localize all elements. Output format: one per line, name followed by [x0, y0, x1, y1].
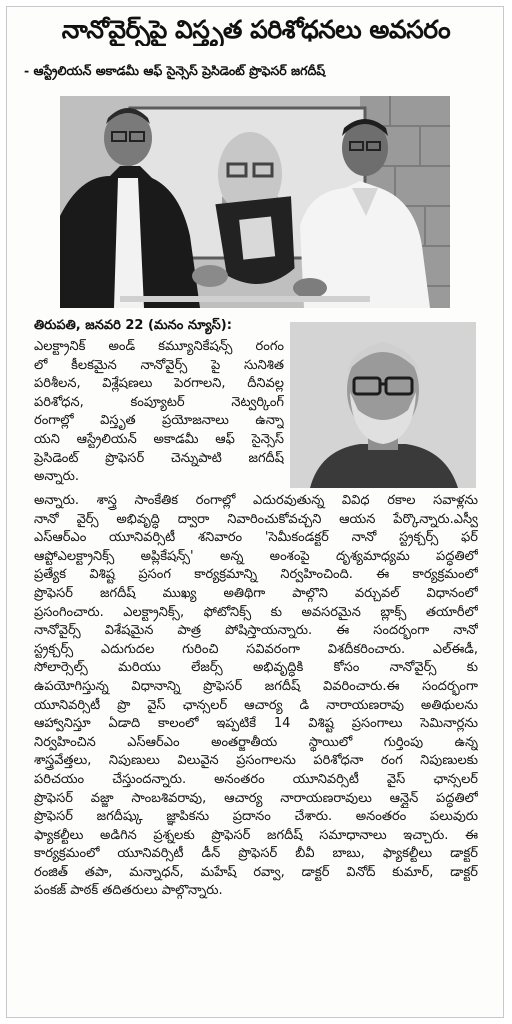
body-line: ప్రొఫెసర్ వజ్జా సాంబశివరావు, ఆచార్య నారాయణరావులు ఆన్లైన్ పద్ధతిలో: [34, 790, 478, 806]
body-line: రంజిత్ తపా, మన్నాధన్, మహేష్ రవ్వా, డాక్టర్ వినోద్ కుమార్, డాక్టర్: [34, 864, 478, 880]
portrait-image: [290, 322, 476, 488]
body-line: అన్నారు. శాస్త్ర సాంకేతిక రంగాల్లో ఎదురవుతున్న వివిధ రకాల సవాళ్లను: [34, 493, 478, 508]
body-line: ఉపయోగిస్తున్న విధానాన్ని ప్రొఫెసర్ జగదీష్ వివరించారు.ఈ సందర్భంగా: [34, 678, 478, 694]
body-line: ఫ్యాకల్టీలు అడిగిన ప్రశ్నలకు ప్రొఫెసర్ జగదీష్ సమాధానాలు ఇచ్చారు. ఈ: [34, 827, 478, 843]
article-body-narrow: [34, 338, 284, 488]
body-line: పంకజ్ పాఠక్ తదితరులు పాల్గొన్నారు.: [34, 883, 223, 899]
main-photo: [60, 96, 450, 308]
body-line: సోలార్సెల్స్ మరియు లేజర్స్ అభివృద్ధికి కోసం నానోవైర్స్ కు: [34, 660, 478, 676]
body-line: ఎలక్ట్రానిక్ అండ్ కమ్యూనికేషన్స్ రంగం: [34, 339, 284, 354]
body-line: రంగాల్లో విస్తృత ప్రయోజనాలు ఉన్నా: [34, 413, 284, 429]
body-line: ప్రెసిడెంట్ ప్రొఫెసర్ చెన్నుపాటి జగదీష్: [34, 450, 284, 466]
body-line: లో కీలకమైన నానోవైర్స్ పై సునిశిత: [34, 357, 284, 373]
headline: నానోవైర్స్‌పై విస్తృత పరిశోధనలు అవసరం: [61, 15, 451, 44]
body-line: ఆహ్వానిస్తూ ఏడాది కాలంలో ఇప్పటికే 14 విశిష్ట ప్రసంగాలు సెమినార్లను: [34, 716, 478, 732]
body-line: ప్రొఫెసర్ జగదీష్కు జ్ఞాపికను ప్రదానం చేశారు. అనంతరం పలువురు: [34, 809, 478, 825]
body-line: కార్యక్రమంలో యూనివర్సిటీ డీన్ ప్రొఫెసర్ బీవీ బాబు, ఫ్యాకల్టీలు డాక్టర్: [34, 846, 478, 862]
body-line: నానో వైర్స్ అభివృద్ధి ద్వారా నివారించుకోవచ్చని ఆయన పేర్కొన్నారు.ఎస్వీ: [34, 511, 478, 527]
body-line: యూనివర్సిటీ ప్రొ వైస్ ఛాన్సలర్ ఆచార్య డి నారాయణరావు అతిథులను: [34, 697, 478, 713]
article-body-wide: [34, 492, 478, 1006]
body-line: ప్రొఫెసర్ జగదీష్ ముఖ్య అతిథిగా పాల్గొని వర్చువల్ విధానంలో: [34, 585, 478, 601]
body-line: ఆప్టోఎలక్ట్రానిక్స్ అప్లికేషన్స్' అన్న అంశంపై దృశ్యమాధ్యమ పద్ధతిలో: [34, 548, 478, 564]
body-line: యని ఆస్ట్రేలియన్ అకాడమీ ఆఫ్ సైన్సెస్: [34, 431, 284, 447]
body-line: ప్రత్యేక విశిష్ట ప్రసంగ కార్యక్రమాన్ని నిర్వహించింది. ఈ కార్యక్రమంలో: [34, 567, 478, 583]
portrait-photo: [290, 322, 476, 488]
body-line: పరిశోధన, కంప్యూటర్ నెట్వర్కింగ్: [34, 394, 284, 410]
body-line: శాస్త్రవేత్తలు, నిపుణులు విలువైన ప్రసంగాలను పరిశోధనా రంగ నిపుణులకు: [34, 753, 478, 769]
body-line: ప్రసంగించారు. ఎలక్ట్రానిక్స్, ఫోటోనిక్స్ కు అవసరమైన బ్లాక్స్ తయారీలో: [34, 604, 478, 620]
body-line: స్ట్రక్చర్స్ ఎదుగుదల గురించి సవివరంగా విశదీకరించారు. ఎల్ఈడీ,: [34, 641, 478, 657]
dateline: తిరుపతి, జనవరి 22 (మనం న్యూస్):: [34, 318, 232, 333]
main-photo-image: [60, 96, 450, 308]
body-line: అన్నారు.: [34, 469, 80, 485]
body-line: పరిశీలన, విశ్లేషణలు పెరగాలని, దీనివల్ల: [34, 376, 284, 392]
body-line: పరిచయం చేస్తుందన్నారు. అనంతరం యూనివర్సిటీ వైస్ ఛాన్సలర్: [34, 771, 478, 787]
body-line: నానోవైర్స్ విశేషమైన పాత్ర పోషిస్తాయన్నారు. ఈ సందర్భంగా నానో: [34, 623, 478, 639]
subheadline: - ఆస్ట్రేలియన్ అకాడమీ ఆఫ్ సైన్సెస్ ప్రెసిడెంట్ ప్రొఫెసర్ జగదీష్: [24, 63, 326, 78]
body-line: నిర్వహించిన ఎస్ఆర్ఎం అంతర్జాతీయ స్థాయిలో గుర్తింపు ఉన్న: [34, 734, 478, 750]
body-line: ఎస్ఆర్ఎం యూనివర్సిటీ శనివారం 'సెమీకండక్టర్ నానో స్ట్రక్చర్స్ ఫర్: [34, 530, 478, 546]
